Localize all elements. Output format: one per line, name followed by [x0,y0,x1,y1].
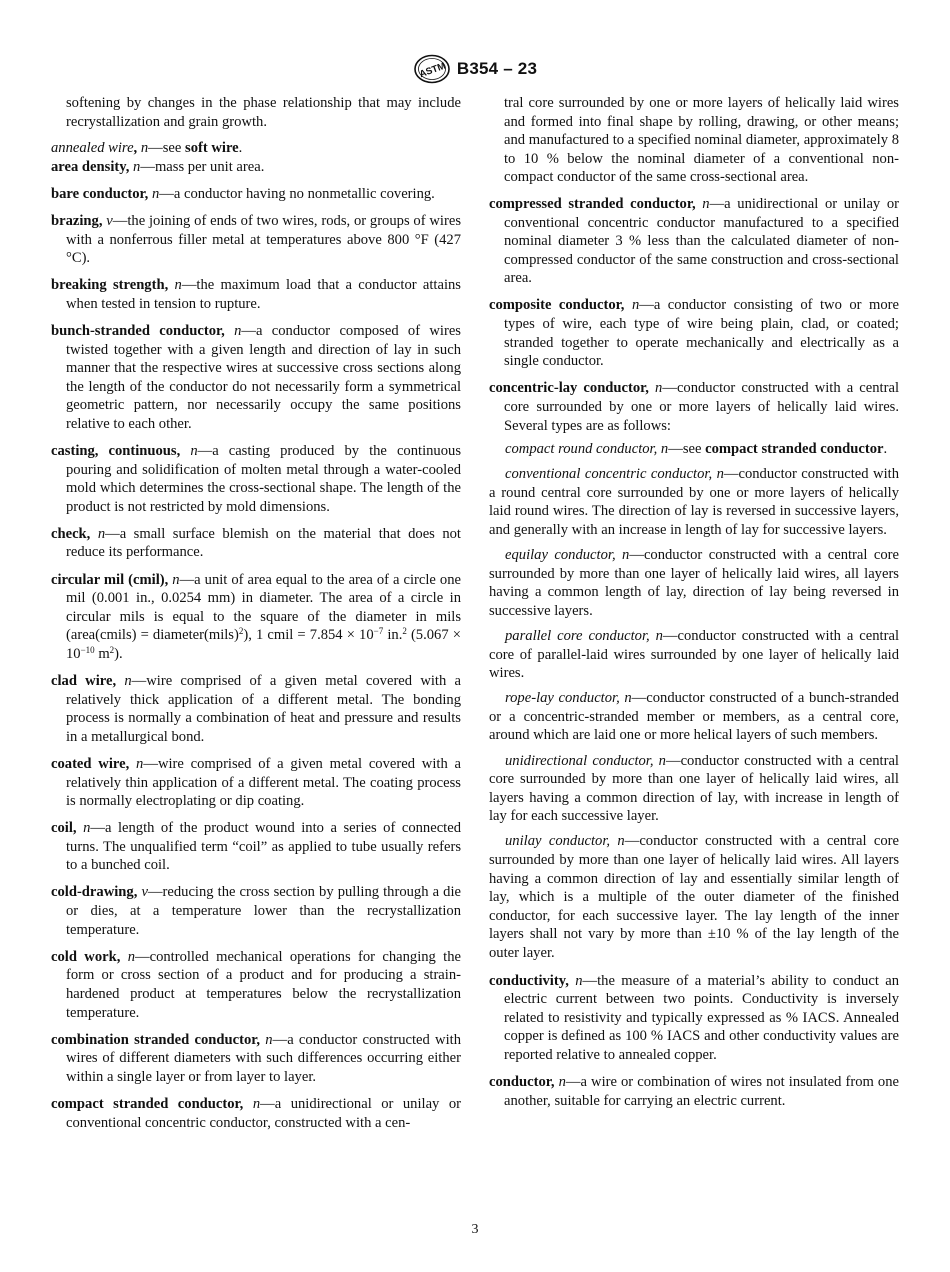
subdefinition-parallel-core-conductor: parallel core conductor, n—conductor constructed with a central core of parallel-laid wires surrounded by one layer of helically laid wires. [489,627,900,682]
definition-circular-mil: circular mil (cmil), n—a unit of area equal to the area of a circle one mil (0.001 in., 0.0254 mm) in diameter. The area of a circle in circular mils is equal to the square of the diameter in mils (area(cmils) = diameter(mils)$^2$), 1 cmil = $7.854 \times 10^{-7}$ in.$^2$ ($5.067 \times 10^{-10}$ $m^2$). [51,571,461,662]
document-designation: B354 – 23 [456,59,538,78]
definition-cold-drawing: cold-drawing, v—reducing the cross section by pulling through a die or dies, at a temperature lower than the recrystallization temperature. [51,884,461,938]
definition-brazing: brazing, v—the joining of ends of two wires, rods, or groups of wires with a nonferrous filler metal at temperatures above 800 °F (427 °C). [51,212,461,267]
definition-coated-wire: coated wire, n—wire comprised of a given metal covered with a relatively thin application of a different metal. The coating process is normally electroplating or dip coating. [51,755,461,810]
continued-definition: softening by changes in the phase relationship that may include recrystallization and grain growth. [66,95,461,130]
right-column [489,94,899,1119]
continued-definition: tral core surrounded by one or more layers of helically laid wires and formed into final shape by rolling, drawing, or other means; and manufactured to a specified nominal diameter, approximately 8 to 10 % below the nominal diameter of a conventional non-compact conductor of the same cross-sectional area. [504,95,899,186]
definition-casting-continuous: casting, continuous, n—a casting produced by the continuous pouring and solidification of molten metal through a water-cooled mold which determines the cross-sectional shape. The length of the product is not restricted by mold dimensions. [51,443,462,515]
definition-compact-stranded-conductor: compact stranded conductor, n—a unidirectional or unilay or conventional concentric conductor, constructed with a cen- [51,1095,461,1131]
definition-breaking-strength: breaking strength, n—the maximum load that a conductor attains when tested in tension to rupture. [51,277,461,312]
definition-conductivity: conductivity, n—the measure of a material’s ability to conduct an electric current between two points. Conductivity is inversely related to resistivity and typically expressed as % IACS. Annealed copper is defined as 100 % IACS and other conductivity values are reported relative to annealed copper. [489,972,899,1063]
subdefinition-compact-round-conductor: compact round conductor, n—see compact stranded conductor. [505,441,888,458]
definition-cold-work: cold work, n—controlled mechanical operations for changing the form or cross section of a product and for producing a strain-hardened product at temperatures below the recrystallization temperature. [51,948,461,1021]
subdefinition-rope-lay-conductor: rope-lay conductor, n—conductor constructed of a bunch-stranded or a concentric-stranded member or members, as a central core, around which are laid one or more helical layers of such members. [489,690,899,744]
definition-combination-stranded-conductor: combination stranded conductor, n—a conductor constructed with wires of different diameters with such differences occurring either within a single layer or from layer to layer. [51,1031,461,1085]
subdefinition-equilay-conductor: equilay conductor, n—conductor constructed with a central core surrounded by more than one layer of helically laid wires, all layers having a common length of lay, direction of lay being reversed in successive layers. [489,547,899,619]
left-column [51,94,461,1141]
definition-composite-conductor: composite conductor, n—a conductor consisting of two or more types of wire, each type of wire being plain, clad, or coated; stranded together to operate mechanically and electrically as a single conductor. [489,297,899,370]
definition-conductor: conductor, n—a wire or combination of wires not insulated from one another, suitable for carrying an electric current. [489,1074,899,1109]
subdefinition-unidirectional-conductor: unidirectional conductor, n—conductor constructed with a central core surrounded by more than one layer of helically laid wires, all layers having a common direction of lay, with increase in length of lay for each successive layer. [489,752,899,825]
definition-area-density: area density, n—mass per unit area. [51,158,265,175]
page-number: 3 [471,1222,479,1237]
subdefinition-unilay-conductor: unilay conductor, n—conductor constructed with a central core surrounded by more than one layer of helically laid wires. All layers having a common direction of lay and essentially similar length of lay, which is a multiple of the outer diameter of the finished conductor, for each successive layer. The lay length of the inner layers shall not vary by more than ±10 % of the lay length of the outer layer. [489,833,899,961]
definition-bare-conductor: bare conductor, n—a conductor having no nonmetallic covering. [51,185,435,202]
definition-annealed-wire: annealed wire, n—see soft wire. [51,140,243,157]
definition-concentric-lay-conductor: concentric-lay conductor, n—conductor constructed with a central core surrounded by one or more layers of helically laid wires. Several types are as follows: [489,380,899,434]
definition-clad-wire: clad wire, n—wire comprised of a given metal covered with a relatively thick application of a different metal. The bonding process is normally a combination of heat and pressure and results in a metallurgical bond. [51,673,461,745]
astm-logo-icon [413,54,451,84]
definition-compressed-stranded-conductor: compressed stranded conductor, n—a unidirectional or unilay or conventional concentric conductor manufactured to a specified nominal diameter 3 % less than the calculated diameter of non-compressed conductor of the same construction and cross-sectional area. [489,195,900,287]
subdefinition-conventional-concentric-conductor: conventional concentric conductor, n—conductor constructed with a round central core surrounded by one or more layers of helically laid round wires. The direction of lay is reversed in successive layers, and generally with an increase in length of lay for successive layers. [489,466,899,538]
definition-check: check, n—a small surface blemish on the material that does not reduce its performance. [51,525,461,561]
definition-coil: coil, n—a length of the product wound into a series of connected turns. The unqualified term “coil” as applied to tube usually refers to a bunched coil. [51,820,461,874]
page-header [0,54,950,84]
definition-bunch-stranded-conductor: bunch-stranded conductor, n—a conductor composed of wires twisted together with a given length and direction of lay in such manner that the respective wires at successive cross sections along the length of the conductor do not necessarily form a symmetrical geometric pattern, nor necessarily occupy the same positions relative to each other. [51,322,461,432]
svg-text:ASTM: ASTM [417,60,447,81]
